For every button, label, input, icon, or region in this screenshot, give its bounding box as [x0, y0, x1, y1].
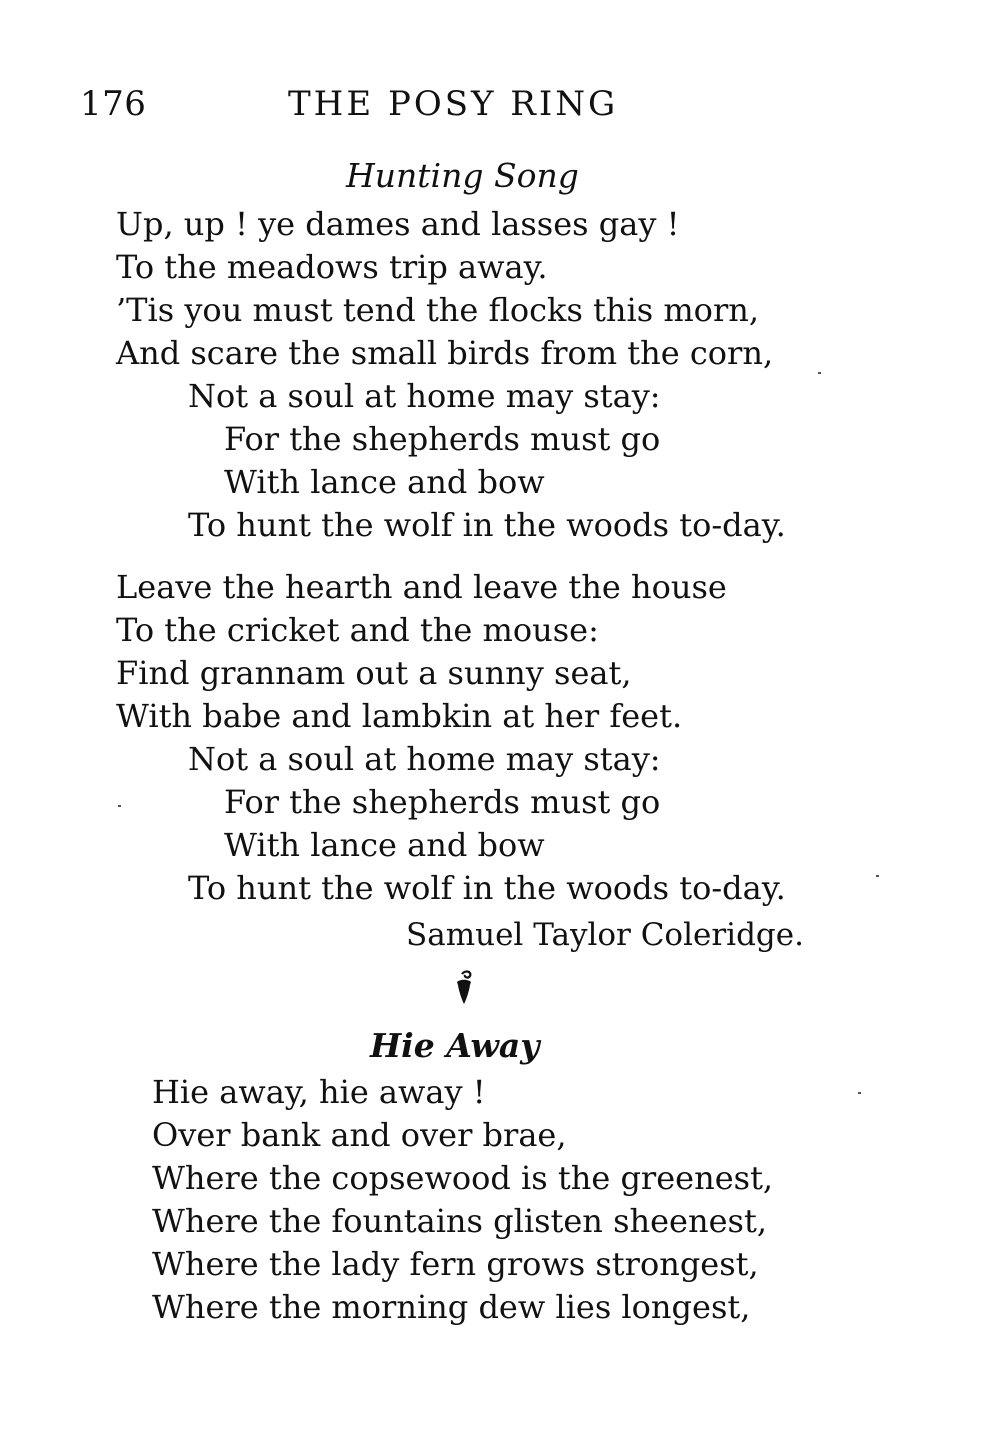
- poem-line: Hie away, hie away !: [152, 1073, 486, 1111]
- poem-refrain-line: To hunt the wolf in the woods to-day.: [188, 506, 786, 544]
- print-speck: [876, 875, 879, 877]
- poem-refrain-line: Not a soul at home may stay:: [188, 377, 661, 415]
- poem-author: Samuel Taylor Coleridge.: [406, 917, 804, 953]
- poem-refrain-line: For the shepherds must go: [224, 420, 661, 458]
- poem-line: Up, up ! ye dames and lasses gay !: [116, 205, 680, 243]
- print-speck: [818, 372, 821, 374]
- poem-line: Find grannam out a sunny seat,: [116, 654, 632, 692]
- poem-refrain-line: Not a soul at home may stay:: [188, 740, 661, 778]
- page-number: 176: [80, 84, 147, 124]
- poem-line: ’Tis you must tend the flocks this morn,: [116, 291, 760, 329]
- poem-line: To the cricket and the mouse:: [116, 611, 599, 649]
- poem-line: Where the copsewood is the greenest,: [152, 1159, 774, 1197]
- print-speck: [858, 1092, 861, 1094]
- poem-refrain-line: With lance and bow: [224, 463, 545, 501]
- poem-title-hunting-song: Hunting Song: [346, 156, 579, 195]
- poem-line: With babe and lambkin at her feet.: [116, 697, 683, 735]
- acorn-ornament-icon: [452, 970, 476, 1006]
- poem-title-hie-away: Hie Away: [370, 1026, 540, 1065]
- print-speck: [118, 805, 121, 807]
- poem-refrain-line: With lance and bow: [224, 826, 545, 864]
- poem-refrain-line: For the shepherds must go: [224, 783, 661, 821]
- poem-refrain-line: To hunt the wolf in the woods to-day.: [188, 869, 786, 907]
- poem-line: Leave the hearth and leave the house: [116, 568, 727, 606]
- poem-line: Where the lady fern grows strongest,: [152, 1245, 759, 1283]
- poem-line: Over bank and over brae,: [152, 1116, 567, 1154]
- poem-line: And scare the small birds from the corn,: [116, 334, 774, 372]
- poem-line: Where the morning dew lies longest,: [152, 1288, 751, 1326]
- running-title: THE POSY RING: [288, 84, 619, 124]
- poem-line: To the meadows trip away.: [116, 248, 548, 286]
- poem-line: Where the fountains glisten sheenest,: [152, 1202, 767, 1240]
